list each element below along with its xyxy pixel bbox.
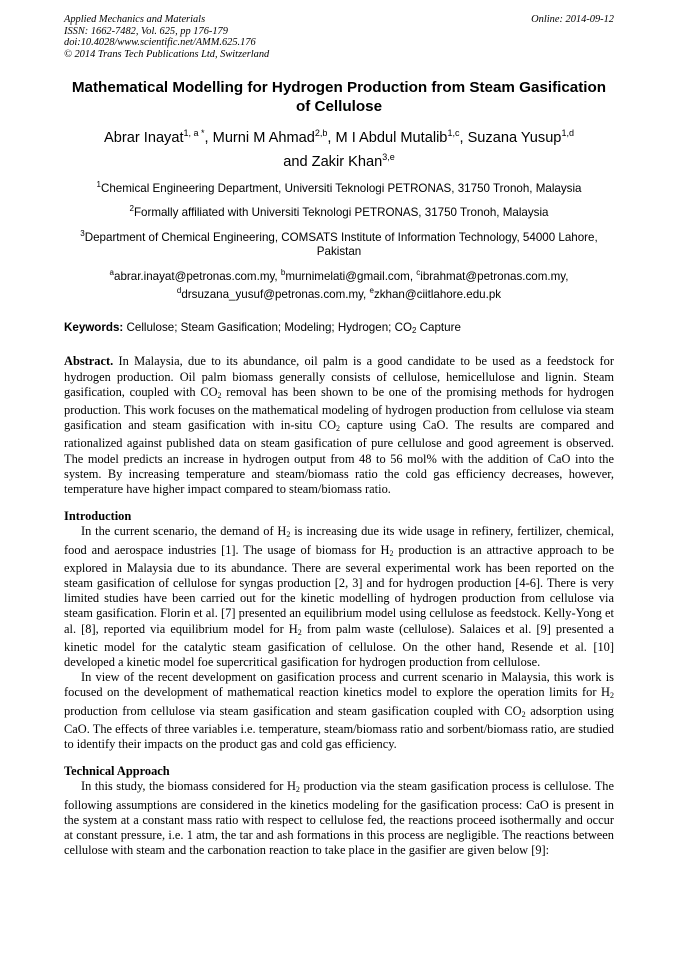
affiliation — [64, 202, 614, 220]
author-name: Murni M Ahmad — [212, 130, 315, 147]
author-affil-mark: 2,b — [314, 128, 328, 139]
author-name: Zakir Khan — [311, 154, 383, 171]
keywords — [64, 321, 614, 338]
email-address: murnimelati@gmail.com, — [285, 269, 417, 283]
author-separator: , — [327, 130, 336, 147]
affiliation — [64, 178, 614, 196]
author-affil-mark: 1,d — [561, 128, 574, 139]
author-list — [64, 124, 614, 172]
subscript: 2 — [336, 424, 341, 434]
author-separator: , — [204, 130, 213, 147]
author-separator: , — [459, 130, 468, 147]
author-affil-mark: 3,e — [382, 152, 395, 163]
subscript: 2 — [217, 390, 222, 400]
affiliation-text: Chemical Engineering Department, Universiti Teknologi PETRONAS, 31750 Tronoh, Malaysia — [100, 181, 582, 195]
author-and: and — [283, 154, 312, 171]
abstract-text: capture using CaO. The results are compared and rationalized against published data on steam gasification of pure cellulose and good agreement is observed. The model predicts an increase in hydrogen output from 48 to 56 mol% with the addition of CaO into the system. By increasing temperature and steam/biomass ratio the cold gas efficiency decreases, however, temperature have higher impact compared to steam/biomass ratio. — [64, 418, 614, 497]
abstract-text: In Malaysia, due to its abundance, oil palm is a good candidate to be used as a feedstock for hydrogen production. Oil palm biomass generally consists of cellulose, hemicellulose and lignin. Steam gasification, coupled with CO — [64, 354, 614, 399]
introduction-section — [64, 524, 614, 752]
journal-name: Applied Mechanics and Materials — [64, 14, 206, 25]
affiliation-mark: 3 — [80, 228, 85, 238]
email-mark: a — [109, 267, 114, 277]
journal-header — [64, 14, 614, 60]
paper-title: Mathematical Modelling for Hydrogen Production from Steam Gasification of Cellulose — [71, 79, 607, 116]
keywords-text: Cellulose; Steam Gasification; Modeling; Hydrogen; CO — [123, 321, 412, 335]
affiliation-text: Department of Chemical Engineering, COMSATS Institute of Information Technology, 54000 Lahore, Pakistan — [84, 230, 598, 259]
affiliation-mark: 2 — [129, 204, 134, 214]
affiliation — [64, 227, 614, 260]
email-address: zkhan@ciitlahore.edu.pk — [373, 287, 502, 301]
email-mark: b — [280, 267, 286, 277]
subscript: 2 — [411, 326, 417, 336]
abstract — [64, 354, 614, 497]
paragraph: In this study, the biomass considered for $H_2$ production via the steam gasification process is cellulose. The following assumptions are considered in the kinetics modeling for the gasification process: CaO is present in the system at a constant mass ratio with respect to cellulose fed, the reactions proceed isothermally and occur at constant pressure, i.e. 1 atm, the tar and ash formations in this process are negligible. The reactions between cellulose with steam and the carbonation reaction to take place in the gasifier are given below [9]: — [64, 779, 614, 858]
author-name: M I Abdul Mutalib — [335, 130, 448, 147]
online-date: Online: 2014-09-12 — [531, 14, 614, 25]
affiliation-text: Formally affiliated with Universiti Teknologi PETRONAS, 31750 Tronoh, Malaysia — [133, 206, 549, 220]
email-address: ibrahmat@petronas.com.my, — [420, 269, 569, 283]
author-name: Abrar Inayat — [104, 130, 184, 147]
journal-copyright: © 2014 Trans Tech Publications Ltd, Switzerland — [64, 48, 270, 60]
section-heading: Introduction — [64, 509, 132, 524]
journal-issn: ISSN: 1662-7482, Vol. 625, pp 176-179 — [64, 25, 228, 37]
abstract-text: removal has been shown to be one of the promising methods for hydrogen production. This work focuses on the mathematical modeling of hydrogen production from cellulose via steam gasification and steam gasification with in-situ CO — [64, 384, 614, 433]
author-emails — [64, 266, 614, 303]
author-name: Suzana Yusup — [467, 130, 562, 147]
section-heading: Technical Approach — [64, 764, 170, 779]
author-affil-mark: 1,c — [447, 128, 460, 139]
keywords-text: Capture — [416, 321, 461, 335]
email-mark: d — [176, 286, 182, 296]
keywords-label: Keywords: — [64, 321, 124, 335]
technical-approach-section — [64, 779, 614, 858]
email-mark: e — [369, 286, 374, 296]
email-address: drsuzana_yusuf@petronas.com.my, — [181, 287, 370, 301]
paragraph: In view of the recent development on gasification process and current scenario in Malaysia, this work is focused on the development of mathematical reaction kinetics model to explore the operation limits for $H_2$ production from cellulose via steam gasification and steam gasification coupled with $CO_2$ adsorption using CaO. The effects of three variables i.e. temperature, steam/biomass ratio and sorbent/biomass ratio, are studied to identify their impacts on the product gas and cold gas efficiency. — [64, 670, 615, 752]
email-address: abrar.inayat@petronas.com.my, — [114, 269, 281, 283]
journal-doi: doi:10.4028/www.scientific.net/AMM.625.176 — [64, 37, 256, 49]
affiliation-mark: 1 — [96, 180, 101, 190]
paragraph: In the current scenario, the demand of $H_2$ is increasing due its wide usage in refinery, fertilizer, chemical, food and aerospace industries [1]. The usage of biomass for $H_2$ production is an attractive approach to be explored in Malaysia due to its abundance. There are several experimental work has been reported on the steam gasification of cellulose for syngas production [2, 3] and for hydrogen production [4-6]. There is very limited studies have been carried out for the kinetic modelling of hydrogen production from cellulose via steam gasification. Florin et al. [7] presented an equilibrium model using cellulose as feedstock. Kelly-Yong et al. [8], reported via equilibrium model for $H_2$ from palm waste (cellulose). Salaices et al. [9] presented a kinetic model for the catalytic steam gasification of cellulose. On the other hand, Resende et al. [10] developed a kinetic model foe supercritical gasification for hydrogen production from cellulose. — [64, 524, 615, 670]
author-affil-mark: 1, a * — [183, 128, 205, 139]
abstract-label: Abstract. — [64, 354, 114, 369]
email-mark: c — [416, 267, 421, 277]
